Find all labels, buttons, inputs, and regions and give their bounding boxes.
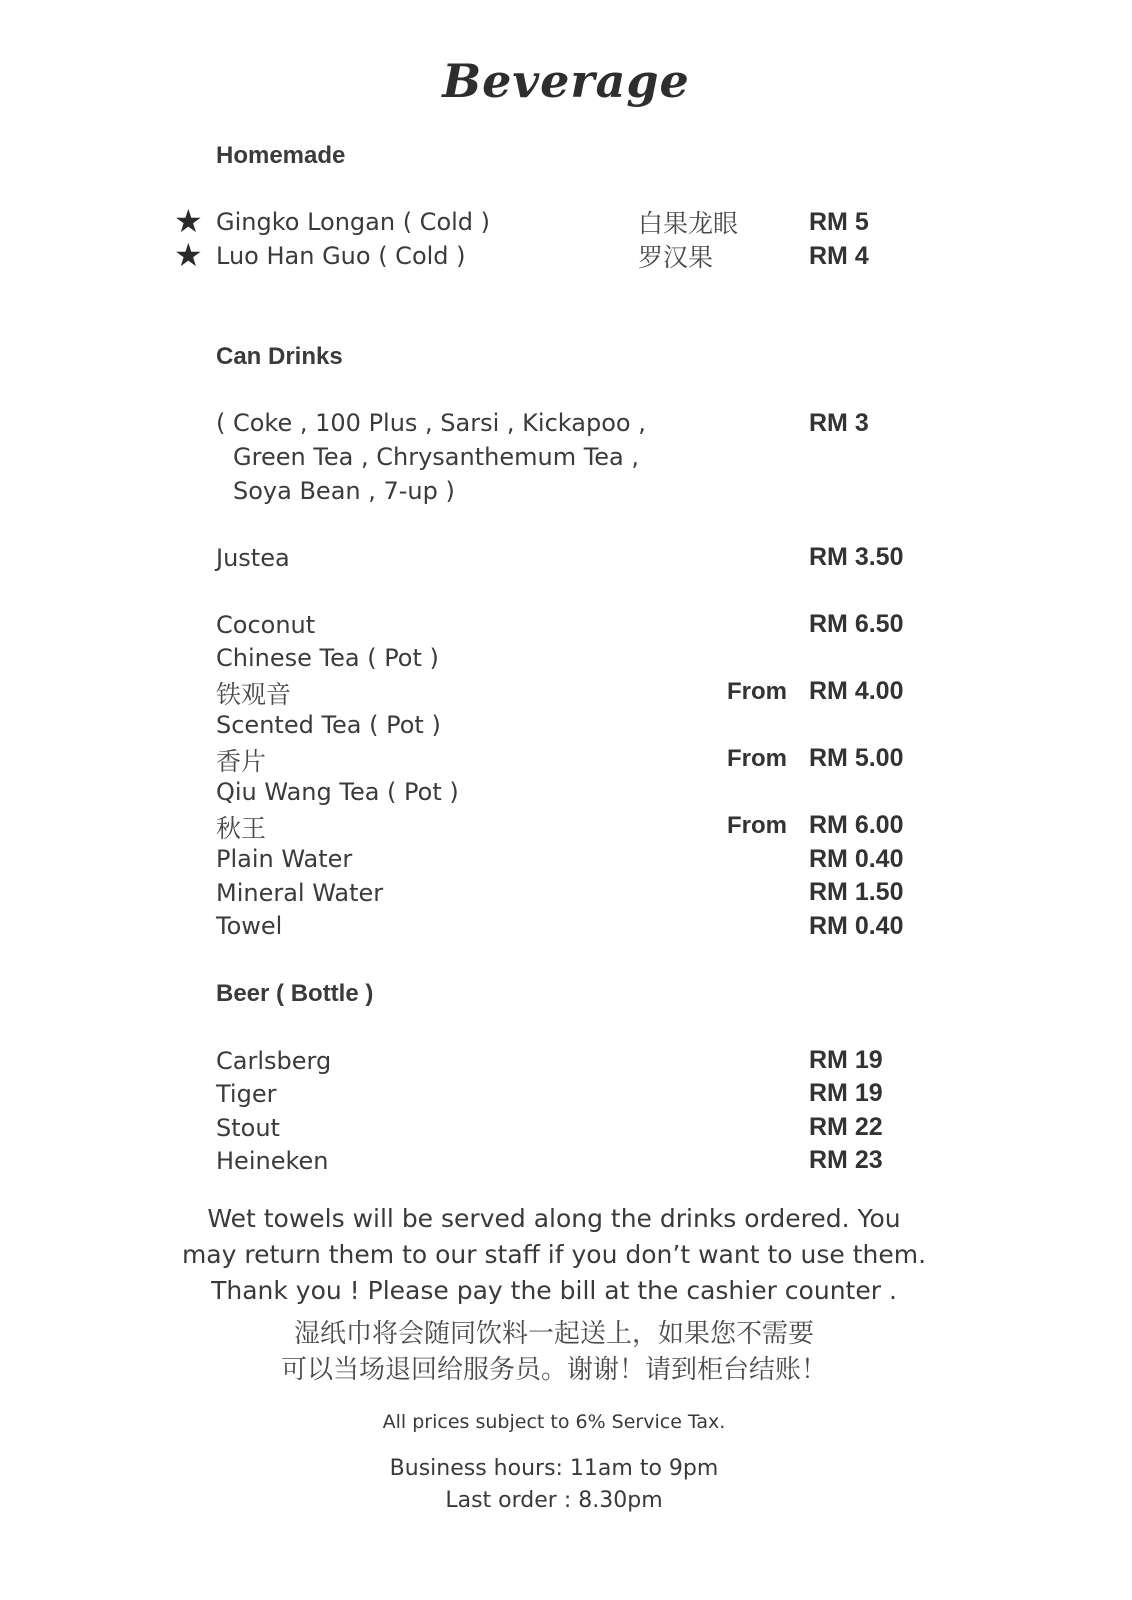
star-icon: ★ [174, 202, 203, 240]
from-label: From [727, 745, 787, 772]
combo-line: Soya Bean , 7-up ) [233, 477, 455, 505]
menu-item-price: RM 6.00 [809, 811, 904, 839]
menu-item-name: Mineral Water [216, 879, 384, 907]
menu-item-name: Plain Water [216, 845, 353, 873]
menu-item-chinese-name: 铁观音 [216, 680, 292, 709]
menu-item-price: RM 5.00 [809, 744, 904, 772]
menu-item-name: Tiger [216, 1080, 277, 1108]
menu-item-price: RM 0.40 [809, 912, 904, 940]
business-hours: Business hours: 11am to 9pm [389, 1456, 719, 1481]
menu-item-name: Coconut [216, 611, 316, 639]
towel-note-line: Wet towels will be served along the drinks ordered. You [207, 1204, 901, 1233]
menu-item-chinese-name: 白果龙眼 [638, 209, 739, 238]
combo-line: Green Tea , Chrysanthemum Tea , [233, 443, 640, 471]
menu-item-name: Luo Han Guo ( Cold ) [216, 242, 466, 270]
section-heading-can-drinks: Can Drinks [216, 343, 343, 370]
menu-item-price: RM 6.50 [809, 610, 904, 638]
last-order: Last order : 8.30pm [445, 1488, 663, 1513]
chinese-note-line: 湿纸巾将会随同饮料一起送上，如果您不需要 [293, 1319, 814, 1349]
menu-item-price: RM 22 [809, 1113, 883, 1141]
thank-you-note: Thank you ! Please pay the bill at the cashier counter . [211, 1276, 897, 1305]
menu-item-price: RM 19 [809, 1046, 883, 1074]
menu-item-name: Towel [216, 912, 283, 940]
chinese-note-line: 可以当场退回给服务员。谢谢！请到柜台结账！ [280, 1355, 827, 1385]
menu-item-chinese-name: 秋王 [216, 814, 267, 843]
from-label: From [727, 678, 787, 705]
towel-note-line: may return them to our staff if you don’t want to use them. [181, 1240, 927, 1269]
menu-item-name: Chinese Tea ( Pot ) [216, 644, 439, 672]
menu-item-price: RM 4 [809, 242, 869, 270]
combo-line: ( Coke , 100 Plus , Sarsi , Kickapoo , [216, 409, 646, 437]
page-title: Beverage [442, 54, 690, 108]
service-tax-note: All prices subject to 6% Service Tax. [382, 1411, 726, 1433]
menu-item-price: RM 4.00 [809, 677, 904, 705]
menu-item-name: Justea [216, 544, 290, 572]
menu-item-name: Carlsberg [216, 1047, 332, 1075]
menu-item-name: Stout [216, 1114, 280, 1142]
menu-item-name: Qiu Wang Tea ( Pot ) [216, 778, 459, 806]
menu-item-name: Heineken [216, 1147, 329, 1175]
menu-item-price: RM 5 [809, 208, 869, 236]
combo-price: RM 3 [809, 409, 869, 437]
menu-item-chinese-name: 香片 [216, 747, 267, 776]
menu-item-price: RM 0.40 [809, 845, 904, 873]
menu-item-chinese-name: 罗汉果 [638, 243, 714, 272]
menu-item-price: RM 19 [809, 1079, 883, 1107]
from-label: From [727, 812, 787, 839]
menu-item-price: RM 3.50 [809, 543, 904, 571]
menu-item-price: RM 1.50 [809, 878, 904, 906]
star-icon: ★ [174, 236, 203, 274]
section-heading-homemade: Homemade [216, 142, 346, 169]
menu-item-price: RM 23 [809, 1146, 883, 1174]
menu-item-name: Scented Tea ( Pot ) [216, 711, 441, 739]
menu-item-name: Gingko Longan ( Cold ) [216, 208, 491, 236]
section-heading-beer: Beer ( Bottle ) [216, 980, 374, 1007]
